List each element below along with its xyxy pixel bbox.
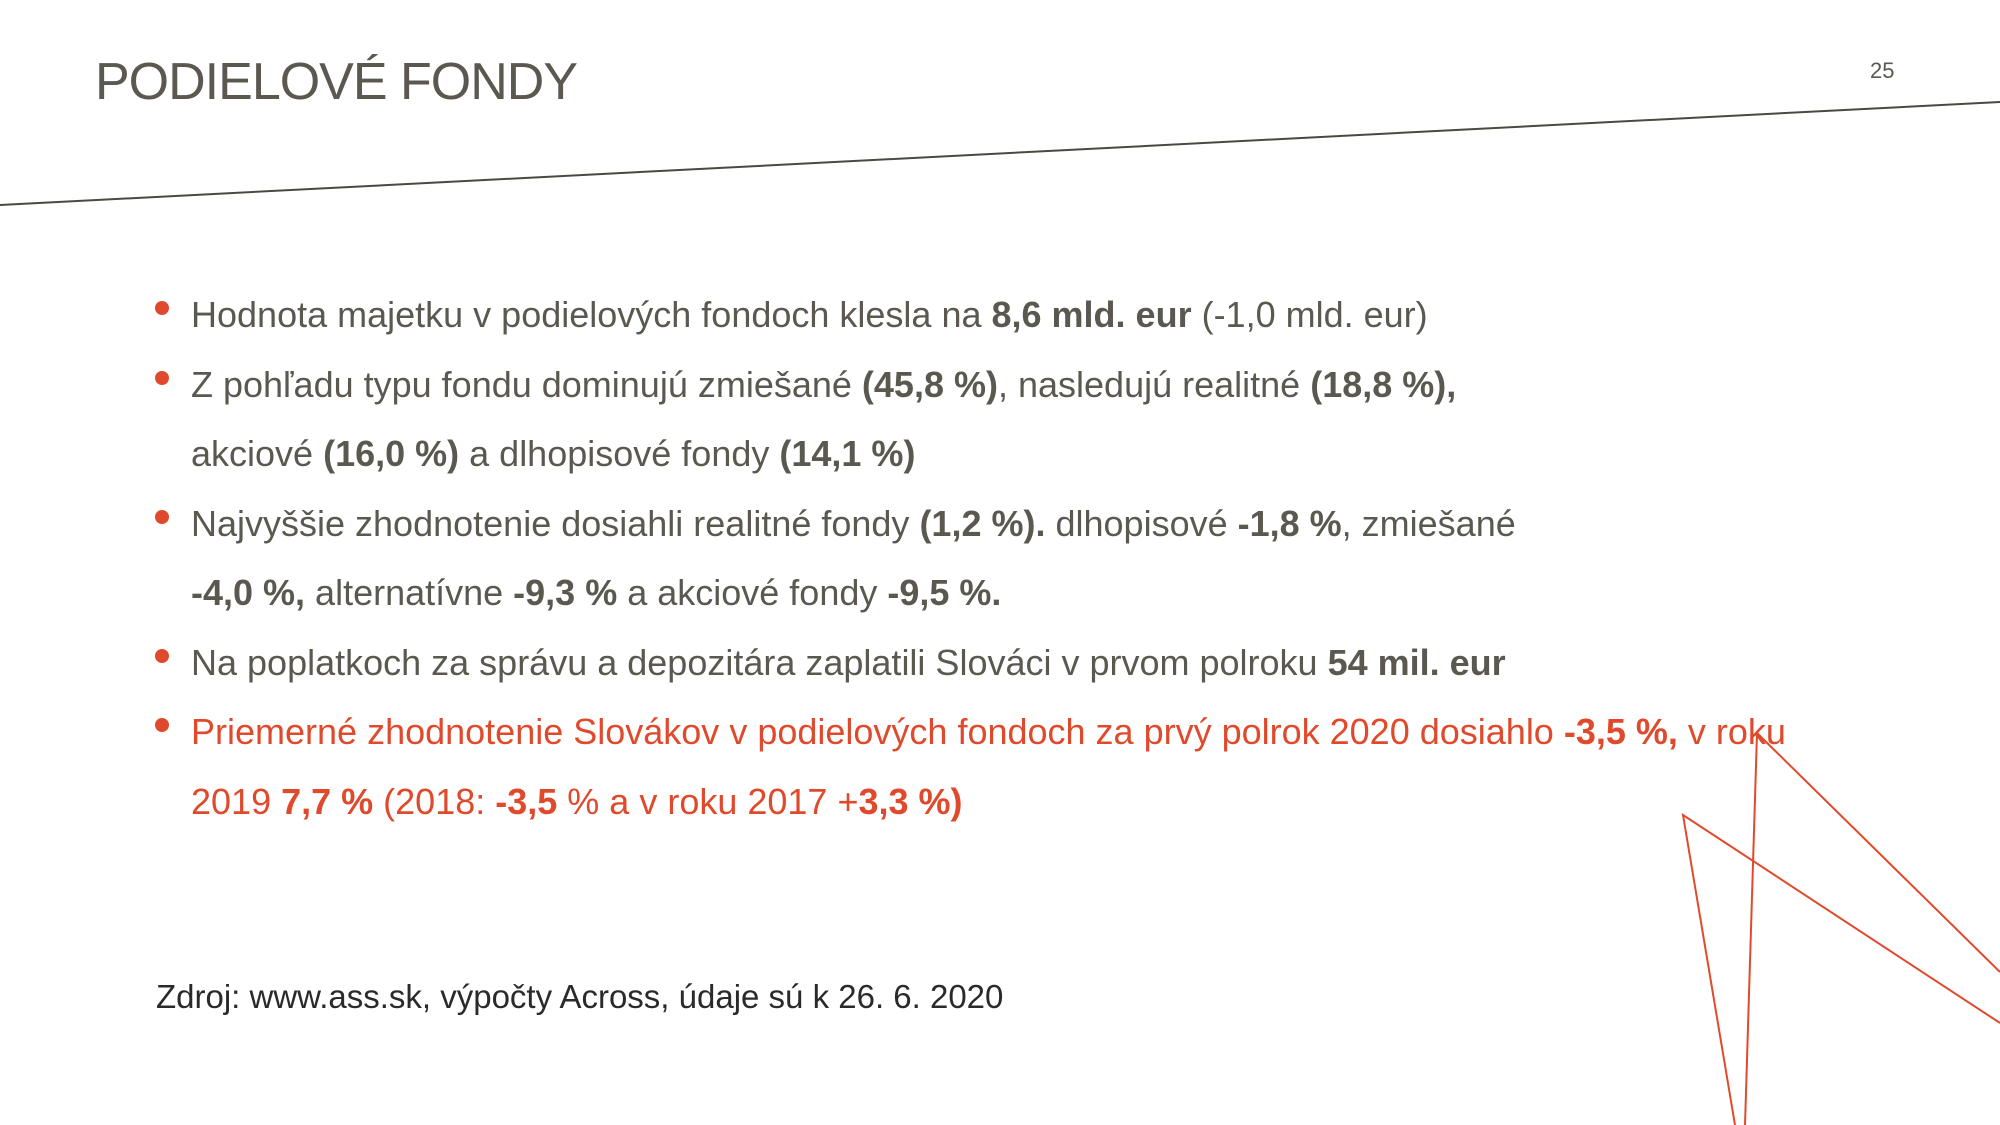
bullet-highlight-value: -1,8 % (1237, 502, 1342, 544)
bullet-item (150, 350, 1850, 489)
bullet-text: Na poplatkoch za správu a depozitára zaplatili Slováci v prvom polroku (191, 641, 1328, 683)
bullet-highlight-value: -3,5 %, (1563, 711, 1678, 752)
bullet-list (150, 280, 1850, 836)
bullet-text: (2018: (373, 780, 496, 822)
bullet-highlight-value: (16,0 %) (323, 433, 460, 474)
bullet-highlight-value: -9,5 %. (887, 572, 1002, 613)
bullet-text: Hodnota majetku v podielových fondoch klesla na (191, 294, 992, 335)
bullet-text: v roku 2019 (191, 711, 1786, 822)
bullet-text: Priemerné zhodnotenie Slovákov v podielových fondoch za prvý polrok 2020 dosiahlo (191, 711, 1564, 752)
bullet-icon (155, 301, 169, 315)
header-divider-line (0, 102, 2000, 205)
bullet-highlight-value: (14,1 %) (779, 433, 916, 474)
bullet-item-highlighted (150, 697, 1850, 836)
page-number: 25 (1870, 58, 1895, 83)
bullet-item (150, 628, 1850, 698)
bullet-text: Najvyššie zhodnotenie dosiahli realitné fondy (191, 502, 920, 544)
bullet-text: akciové (191, 433, 324, 474)
bullet-text: , zmiešané (1341, 502, 1516, 544)
decorative-lines (1683, 815, 2000, 1125)
bullet-text: alternatívne (305, 572, 514, 613)
bullet-text: (-1,0 mld. eur) (1191, 294, 1428, 335)
bullet-highlight-value: (45,8 %) (861, 363, 998, 405)
bullet-highlight-value: 7,7 % (281, 780, 374, 822)
bullet-icon (155, 649, 169, 663)
bullet-highlight-value: -4,0 %, (191, 572, 306, 613)
bullet-highlight-value: 54 mil. eur (1327, 641, 1506, 683)
bullet-text: dlhopisové (1045, 502, 1238, 544)
bullet-highlight-value: (1,2 %). (919, 502, 1046, 544)
bullet-text: , nasledujú realitné (997, 363, 1311, 405)
bullet-text: a akciové fondy (617, 572, 888, 613)
bullet-highlight-value: -9,3 % (513, 572, 618, 613)
bullet-highlight-value: (18,8 %), (1310, 363, 1457, 405)
bullet-item (150, 489, 1850, 628)
bullet-icon (155, 371, 169, 385)
bullet-highlight-value: 3,3 %) (858, 780, 963, 822)
bullet-text: a dlhopisové fondy (459, 433, 780, 474)
bullet-icon (155, 510, 169, 524)
page-title: PODIELOVÉ FONDY (95, 53, 577, 111)
bullet-text: % a v roku 2017 + (557, 780, 859, 822)
source-note: Zdroj: www.ass.sk, výpočty Across, údaje sú k 26. 6. 2020 (156, 978, 1004, 1015)
bullet-highlight-value: 8,6 mld. eur (991, 294, 1192, 335)
bullet-icon (155, 718, 169, 732)
bullet-item (150, 280, 1850, 350)
bullet-text: Z pohľadu typu fondu dominujú zmiešané (191, 363, 862, 405)
bullet-highlight-value: -3,5 (495, 780, 558, 822)
